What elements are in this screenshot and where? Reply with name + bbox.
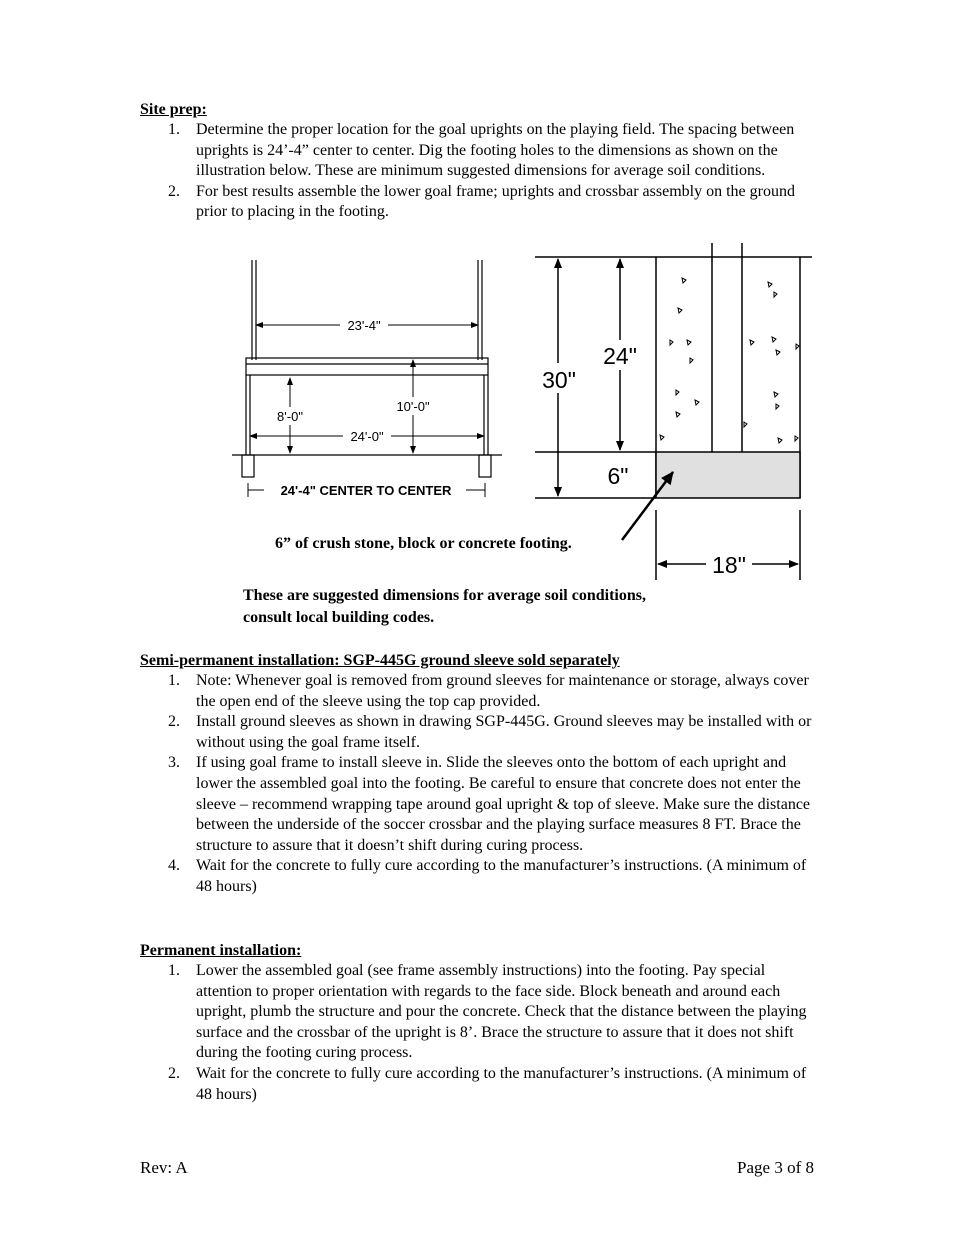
dim-width-label: 24'-0" <box>350 429 384 444</box>
item-text: For best results assemble the lower goal frame; uprights and crossbar assembly on the ground prior to placing in the footing. <box>196 182 795 221</box>
footing-diagram <box>530 240 820 585</box>
item-text: Install ground sleeves as shown in drawing SGP-445G. Ground sleeves may be installed with or without using the goal frame itself. <box>196 713 812 751</box>
dim-height-10-label: 10'-0" <box>396 399 430 414</box>
item-text: Determine the proper location for the goal uprights on the playing field. The spacing between uprights is 24’-4” center to center. Dig the footing holes to the dimensions as shown on the illustration below. These are minimum suggested dimensions for average soil conditions. <box>196 121 795 180</box>
item-number: 1. <box>168 962 180 979</box>
item-number: 3. <box>168 754 180 772</box>
item-text: Wait for the concrete to fully cure according to the manufacturer’s instructions. (A minimum of 48 hours) <box>196 857 807 895</box>
dim-24-label: 24" <box>603 343 637 369</box>
note-line-2: consult local building codes. <box>243 609 435 626</box>
item-text: Lower the assembled goal (see frame assembly instructions) into the footing. Pay special attention to proper orientation with regards to the face side. Block beneath and around each upright, plumb the structure and pour the concrete. Check that the distance between the playing surface and the crossbar of the upright is 8’. Brace the structure to assure that it does not shift during the footing curing process. <box>196 962 807 1062</box>
permanent-heading: Permanent installation: <box>140 942 302 959</box>
dim-30-label: 30" <box>542 367 576 393</box>
list-item <box>140 1064 820 1105</box>
list-item <box>140 856 820 897</box>
list-item <box>140 961 820 1064</box>
item-number: 1. <box>168 672 180 689</box>
list-item <box>140 671 820 712</box>
semi-permanent-list <box>140 671 820 898</box>
permanent-list <box>140 961 820 1105</box>
list-item <box>140 753 820 856</box>
semi-permanent-heading: Semi-permanent installation: SGP-445G ground sleeve sold separately <box>140 652 620 669</box>
item-number: 2. <box>168 1064 180 1082</box>
dim-18-label: 18" <box>712 552 746 578</box>
revision-label: Rev: A <box>140 1158 188 1177</box>
site-prep-heading: Site prep: <box>140 101 207 118</box>
dim-top-label: 23'-4" <box>347 318 381 333</box>
list-item <box>140 182 820 223</box>
page-number: Page 3 of 8 <box>737 1158 814 1177</box>
item-number: 4. <box>168 857 180 875</box>
item-number: 2. <box>168 713 180 731</box>
list-item <box>140 712 820 753</box>
item-number: 1. <box>168 121 180 138</box>
item-text: Note: Whenever goal is removed from ground sleeves for maintenance or storage, always cover the open end of the sleeve using the top cap provided. <box>196 672 809 710</box>
footing-caption: 6” of crush stone, block or concrete footing. <box>275 535 572 552</box>
dim-center-label: 24'-4" CENTER TO CENTER <box>280 483 452 498</box>
site-prep-list <box>140 120 820 223</box>
dim-height-8-label: 8'-0" <box>277 409 303 424</box>
dim-6-label: 6" <box>607 463 629 489</box>
list-item <box>140 120 820 182</box>
note-line-1: These are suggested dimensions for average soil conditions, <box>243 587 646 604</box>
goal-frame-diagram <box>230 250 510 505</box>
item-text: Wait for the concrete to fully cure according to the manufacturer’s instructions. (A minimum of 48 hours) <box>196 1064 807 1103</box>
item-number: 2. <box>168 182 180 200</box>
item-text: If using goal frame to install sleeve in. Slide the sleeves onto the bottom of each upright and lower the assembled goal into the footing. Be careful to ensure that concrete does not enter the sleeve – recommend wrapping tape around goal upright & top of sleeve. Make sure the distance between the underside of the soccer crossbar and the playing surface measures 8 FT. Brace the structure to assure that it doesn’t shift during curing process. <box>196 754 811 854</box>
